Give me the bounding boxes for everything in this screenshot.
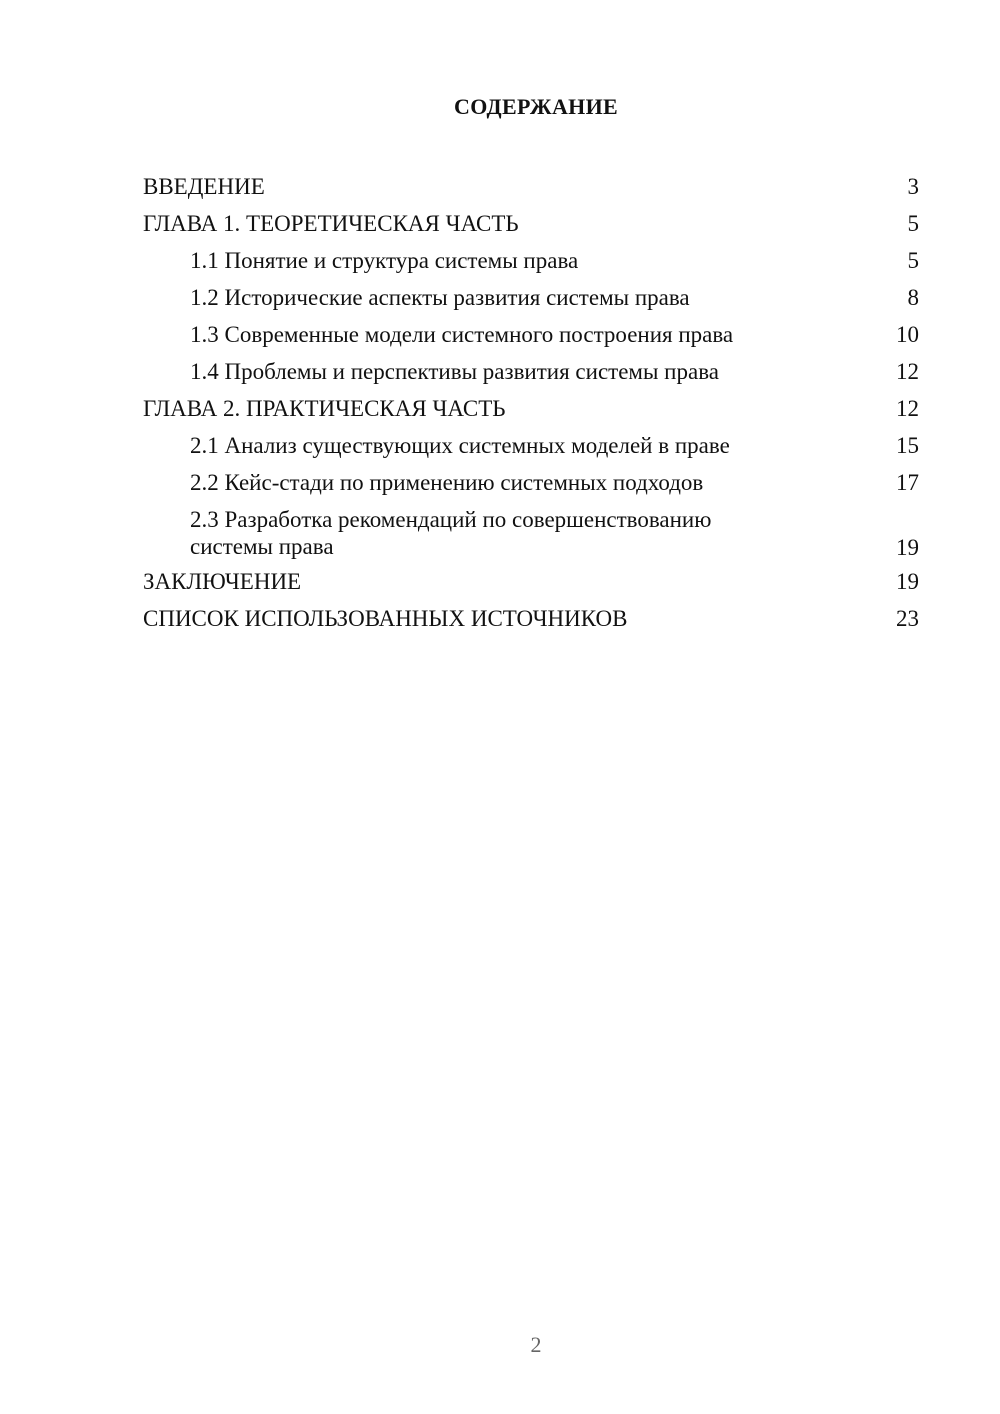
toc-entry-page: 3	[907, 174, 919, 199]
page-title: СОДЕРЖАНИЕ	[454, 94, 618, 119]
toc-entry-label: СПИСОК ИСПОЛЬЗОВАННЫХ ИСТОЧНИКОВ	[143, 606, 628, 631]
toc-entry-label: 2.1 Анализ существующих системных моделей в праве	[190, 433, 730, 458]
toc-entry-label: ВВЕДЕНИЕ	[143, 174, 265, 199]
toc-entry-introduction[interactable]	[143, 168, 919, 205]
toc-entry-section-2-3[interactable]	[143, 501, 919, 563]
toc-entry-page: 17	[896, 470, 919, 495]
toc-entry-label: 1.2 Исторические аспекты развития системы права	[190, 285, 690, 310]
toc-entry-section-1-3[interactable]	[143, 316, 919, 353]
toc-entry-section-1-2[interactable]	[143, 279, 919, 316]
toc-entry-page: 8	[907, 285, 919, 310]
toc-entry-label: 2.2 Кейс-стади по применению системных подходов	[190, 470, 704, 495]
toc-entry-page: 10	[896, 322, 919, 347]
toc-entry-references[interactable]	[143, 600, 919, 637]
toc-entry-label: 2.3 Разработка рекомендаций по совершенствованию системы права	[190, 507, 712, 559]
toc-entry-page: 19	[896, 569, 919, 594]
toc-entry-section-1-4[interactable]	[143, 353, 919, 390]
toc-entry-label: ГЛАВА 2. ПРАКТИЧЕСКАЯ ЧАСТЬ	[143, 396, 506, 421]
toc-entry-section-1-1[interactable]	[143, 242, 919, 279]
toc-entry-page: 23	[896, 606, 919, 631]
toc-entry-section-2-2[interactable]	[143, 464, 919, 501]
toc-entry-label: 1.1 Понятие и структура системы права	[190, 248, 579, 273]
toc-entry-page: 19	[896, 535, 919, 560]
toc-entry-page: 15	[896, 433, 919, 458]
toc-entry-label: 1.3 Современные модели системного построения права	[190, 322, 734, 347]
toc-entry-page: 12	[896, 359, 919, 384]
toc-entry-label: 1.4 Проблемы и перспективы развития системы права	[190, 359, 719, 384]
toc-entry-page: 12	[896, 396, 919, 421]
toc-entry-label: ГЛАВА 1. ТЕОРЕТИЧЕСКАЯ ЧАСТЬ	[143, 211, 519, 236]
page-number: 2	[530, 1332, 542, 1357]
toc-entry-chapter-2[interactable]	[143, 390, 919, 427]
toc-entry-chapter-1[interactable]	[143, 205, 919, 242]
toc-entry-page: 5	[907, 211, 919, 236]
table-of-contents	[143, 168, 919, 637]
toc-entry-conclusion[interactable]	[143, 563, 919, 600]
toc-entry-label: ЗАКЛЮЧЕНИЕ	[143, 569, 302, 594]
toc-entry-section-2-1[interactable]	[143, 427, 919, 464]
toc-entry-page: 5	[907, 248, 919, 273]
